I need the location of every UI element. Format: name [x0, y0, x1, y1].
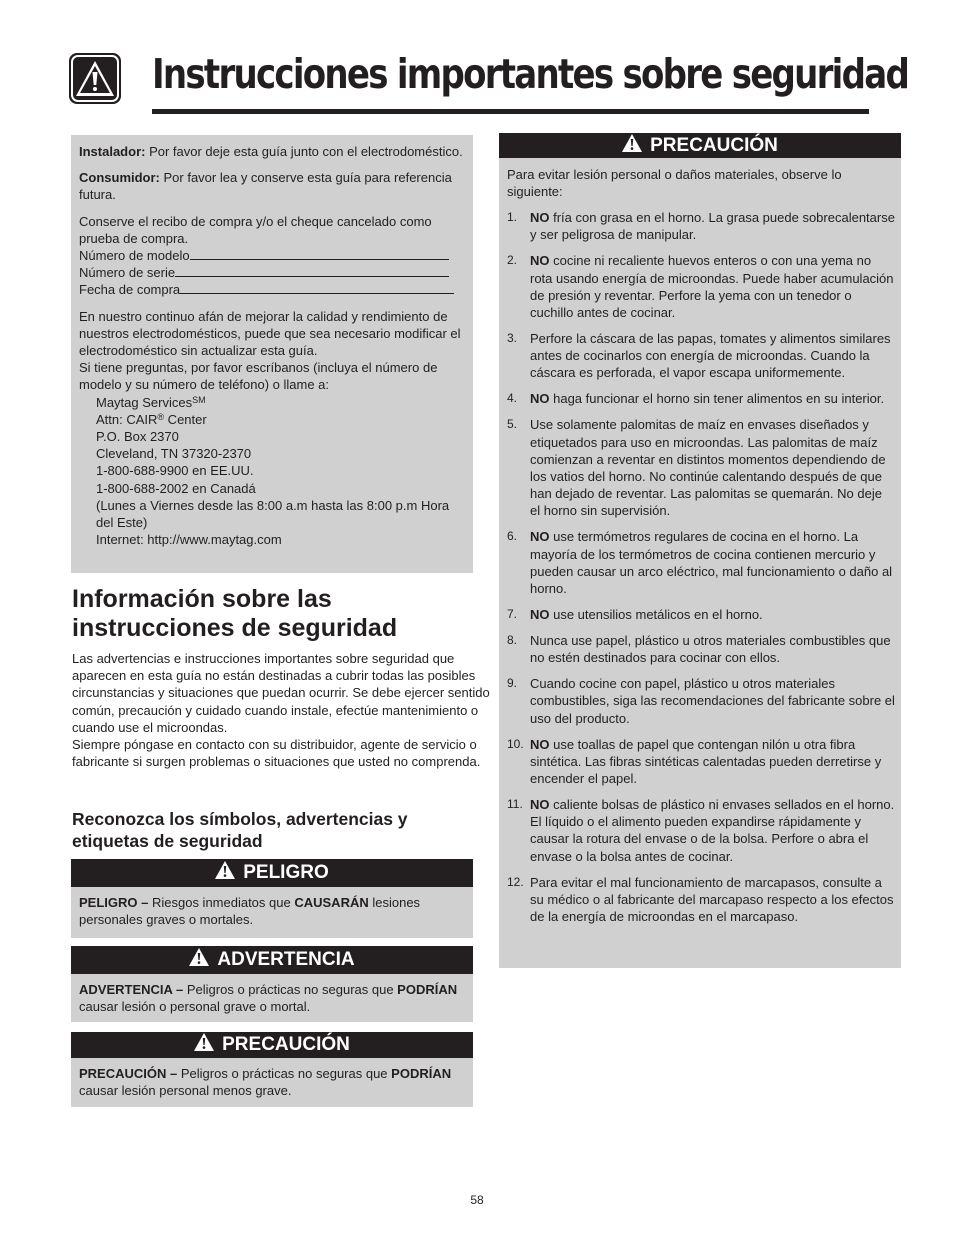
warning-bar	[71, 946, 473, 974]
list-item-number: 8.	[507, 633, 518, 648]
model-blank	[190, 247, 449, 260]
warning-label: ADVERTENCIA	[217, 949, 355, 970]
list-item-text: use toallas de papel que contengan nilón u otra fibra sintética. Las fibras sintéticas calentadas pueden derretirse y encender el papel.	[530, 736, 882, 787]
model-number-line	[79, 247, 465, 264]
questions-text: Si tiene preguntas, por favor escríbanos (incluya el número de modelo y su número de teléfono) o llame a:	[79, 360, 438, 393]
safety-paragraph-2: Siempre póngase en contacto con su distribuidor, agente de servicio o fabricante si surgen problemas o situaciones que usted no comprenda.	[72, 737, 481, 770]
list-item-text: fría con grasa en el horno. La grasa puede sobrecalentarse y ser peligrosa de manipular.	[530, 210, 895, 243]
list-item-number: 2.	[507, 253, 518, 268]
danger-text-pre: Riesgos inmediatos que	[148, 895, 295, 910]
attn-pre: Attn: CAIR	[96, 411, 158, 427]
serial-label: Número de serie	[79, 265, 176, 281]
title-rule	[152, 109, 869, 114]
list-item-text: caliente bolsas de plástico ni envases sellados en el horno. El líquido o el alimento pueden expandirse rápidamente y causar la rotura del envase o de la bolsa. Perfore o abra el envase o la bolsa antes de cocinar.	[530, 797, 895, 864]
list-item-number: 4.	[507, 391, 518, 406]
safety-info-heading: Información sobre las instrucciones de seguridad	[72, 585, 398, 642]
list-item-number: 1.	[507, 210, 518, 225]
caution-label: PRECAUCIÓN	[222, 1034, 350, 1055]
internet-link[interactable]: Internet: http://www.maytag.com	[96, 532, 282, 548]
list-item-emphasis: NO	[530, 391, 550, 407]
attn-post: Center	[164, 411, 207, 427]
consumer-text: Por favor lea y conserve esta guía para referencia futura.	[79, 170, 452, 203]
list-item-number: 3.	[507, 331, 518, 346]
caution-text-post: causar lesión personal menos grave.	[79, 1083, 292, 1099]
serial-number-line	[79, 264, 465, 281]
list-item-number: 11.	[507, 797, 523, 812]
warning-text-post: causar lesión o personal grave o mortal.	[79, 999, 311, 1015]
list-item-number: 7.	[507, 607, 518, 622]
caution-emphasis: PODRÍAN	[391, 1066, 452, 1081]
city-line: Cleveland, TN 37320-2370	[96, 446, 252, 462]
danger-description	[71, 887, 473, 938]
precaution-panel-title: PRECAUCIÓN	[650, 134, 778, 156]
list-item-text: Nunca use papel, plástico u otros materiales combustibles que no estén destinados para cocinar con ellos.	[530, 633, 891, 666]
safety-paragraph-1: Las advertencias e instrucciones importantes sobre seguridad que aparecen en esta guía no están destinadas a cubrir todas las posibles circunstancias y situaciones que puedan ocurrir. Se debe ejercer sentido común, precaución y cuidado cuando instale, efectúe mantenimiento o cuando use el microondas.	[72, 651, 490, 735]
list-item	[507, 796, 895, 865]
po-box: P.O. Box 2370	[96, 429, 179, 445]
list-item-number: 5.	[507, 417, 518, 432]
precaution-intro: Para evitar lesión personal o daños materiales, observe lo siguiente:	[507, 167, 842, 200]
safety-intro	[72, 650, 492, 770]
installer-label: Instalador:	[79, 144, 146, 159]
date-blank	[180, 281, 454, 294]
model-label: Número de modelo	[79, 248, 190, 264]
list-item-text: Cuando cocine con papel, plástico u otros materiales combustibles, siga las recomendaciones del fabricante sobre el uso del producto.	[530, 676, 895, 726]
list-item-emphasis: NO	[530, 253, 550, 269]
registered-mark: ®	[157, 411, 165, 422]
list-item-text: Para evitar el mal funcionamiento de marcapasos, consulte a su médico o al fabricante del marcapaso respecto a los efectos de la energía de microondas en el marcapaso.	[530, 874, 894, 925]
consumer-note	[79, 169, 465, 203]
list-item	[507, 874, 895, 926]
list-item-text: haga funcionar el horno sin tener alimentos en su interior.	[549, 391, 885, 407]
list-item-emphasis: NO	[530, 210, 550, 226]
warning-description	[71, 974, 473, 1022]
danger-label: PELIGRO	[243, 862, 329, 883]
list-item	[507, 632, 895, 666]
list-item	[507, 675, 895, 727]
precaution-panel	[499, 158, 901, 968]
service-mark: SM	[192, 394, 206, 405]
list-item	[507, 606, 895, 623]
phone-us: 1-800-688-9900 en EE.UU.	[96, 463, 254, 479]
date-label: Fecha de compra	[79, 282, 181, 298]
list-item-emphasis: NO	[530, 736, 550, 752]
warning-icon	[69, 53, 121, 104]
warning-triangle-icon	[622, 134, 642, 158]
danger-bar	[71, 859, 473, 887]
list-item	[507, 528, 895, 597]
improve-text: En nuestro continuo afán de mejorar la calidad y rendimiento de nuestros electrodomésticos, puede que sea necesario modificar el electrodoméstico sin actualizar esta guía.	[79, 308, 461, 359]
warning-triangle-icon	[194, 1033, 214, 1057]
list-item-emphasis: NO	[530, 797, 550, 813]
list-item	[507, 416, 895, 519]
danger-emphasis: CAUSARÁN	[294, 895, 369, 910]
warning-triangle-icon	[189, 948, 209, 972]
phone-canada: 1-800-688-2002 en Canadá	[96, 480, 256, 496]
list-item	[507, 209, 895, 243]
contact-address	[79, 394, 465, 549]
list-item	[507, 252, 895, 321]
company-name: Maytag Services	[96, 394, 193, 410]
receipt-text: Conserve el recibo de compra y/o el cheque cancelado como prueba de compra.	[79, 213, 432, 246]
purchase-date-line	[79, 281, 465, 298]
list-item	[507, 736, 895, 788]
list-item-text: cocine ni recaliente huevos enteros o con una yema no rota usando energía de microondas. Puede haber acumulación de presión y reventar. Perfore la yema con un tenedor o cuchillo antes de cocinar.	[530, 253, 894, 321]
warning-triangle-icon	[215, 861, 235, 885]
list-item-text: Use solamente palomitas de maíz en envases diseñados y etiquetados para uso en microondas. Las palomitas de maíz comienzan a reventar en distintos momentos dependiendo de los vatios del horno. No continúe calentando después de que han dejado de reventar. Las palomitas se quemarán. No deje el horno sin supervisión.	[530, 417, 886, 519]
danger-term: PELIGRO –	[79, 895, 149, 910]
list-item-text: Perfore la cáscara de las papas, tomates y alimentos similares antes de cocinarlos con energía de microondas. Cuando la cáscara es perforada, el vapor escapa uniformemente.	[530, 331, 891, 381]
consumer-label: Consumidor:	[79, 170, 160, 186]
danger-text-post: lesiones personales graves o mortales.	[79, 895, 421, 928]
installer-text: Por favor deje esta guía junto con el electrodoméstico.	[145, 144, 463, 159]
serial-blank	[175, 264, 449, 277]
list-item-text: use termómetros regulares de cocina en el horno. La mayoría de los termómetros de cocina contienen mercurio y pueden causar un arco eléctrico, mal funcionamiento o daño al horno.	[530, 529, 893, 597]
page-title: Instrucciones importantes sobre seguridad	[152, 50, 909, 98]
list-item-number: 12.	[507, 874, 524, 889]
caution-description	[71, 1058, 473, 1107]
business-hours: (Lunes a Viernes desde las 8:00 a.m hasta las 8:00 p.m Hora del Este)	[96, 497, 450, 531]
installer-note	[79, 143, 465, 160]
warning-text-pre: Peligros o prácticas no seguras que	[183, 982, 398, 997]
list-item	[507, 330, 895, 382]
list-item-text: use utensilios metálicos en el horno.	[549, 607, 763, 623]
list-item-number: 9.	[507, 676, 518, 691]
warning-emphasis: PODRÍAN	[397, 982, 458, 997]
page-number: 58	[470, 1193, 484, 1207]
company-line	[96, 394, 465, 411]
installer-info-box	[71, 135, 473, 573]
caution-text-pre: Peligros o prácticas no seguras que	[177, 1066, 392, 1081]
warning-term: ADVERTENCIA –	[79, 982, 184, 997]
symbols-heading: Reconozca los símbolos, advertencias y etiquetas de seguridad	[72, 809, 408, 851]
caution-term: PRECAUCIÓN –	[79, 1066, 178, 1081]
list-item-number: 10.	[507, 736, 524, 751]
list-item-emphasis: NO	[530, 607, 550, 623]
list-item-number: 6.	[507, 529, 518, 544]
precaution-panel-bar	[499, 133, 901, 158]
caution-bar	[71, 1032, 473, 1058]
attn-line	[96, 411, 465, 428]
precaution-list	[507, 209, 895, 925]
list-item	[507, 390, 895, 407]
list-item-emphasis: NO	[530, 529, 550, 545]
